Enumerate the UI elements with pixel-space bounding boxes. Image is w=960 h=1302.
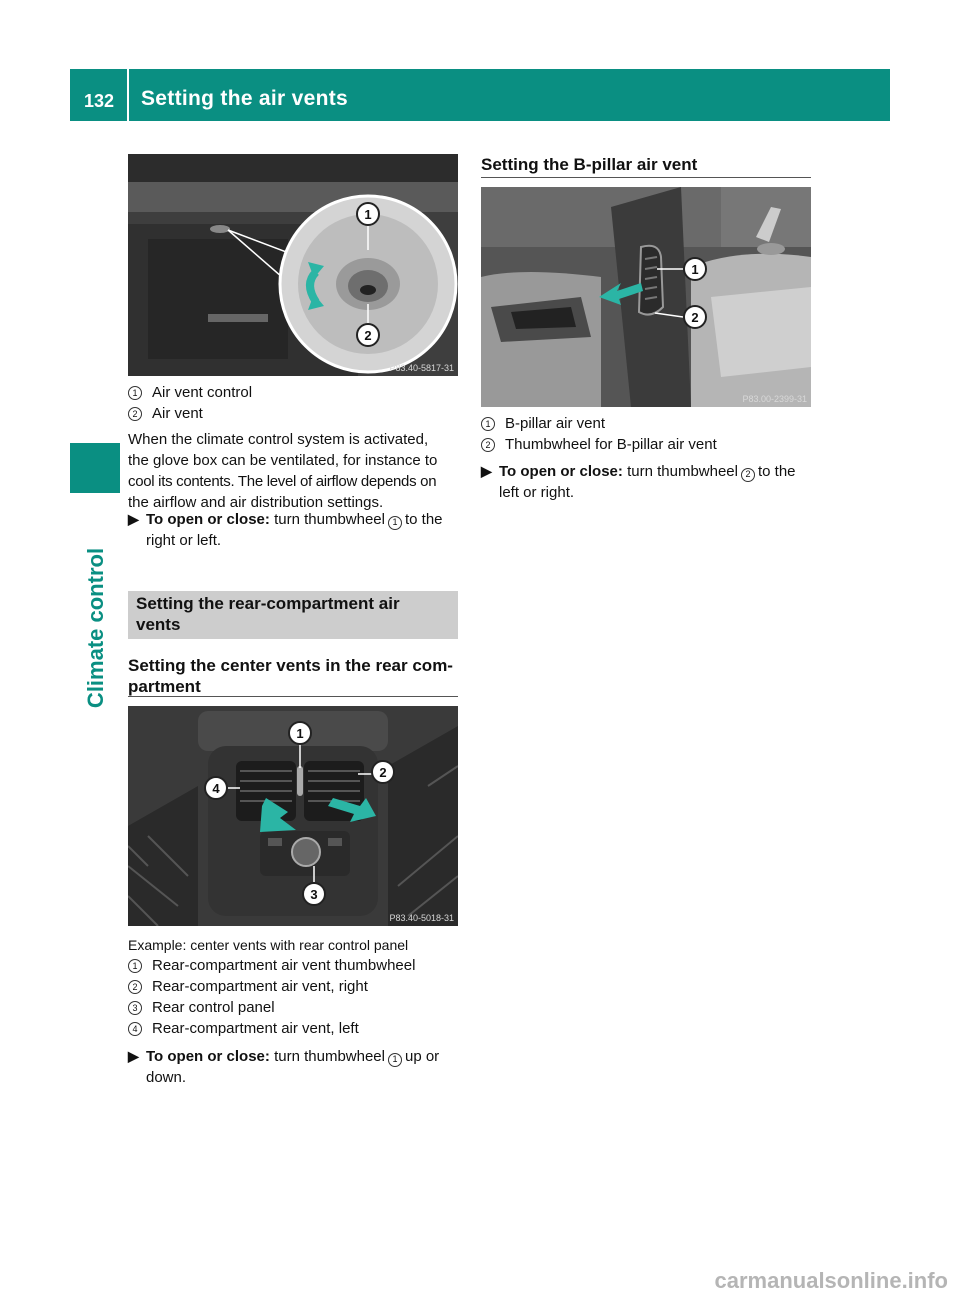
heading-rule <box>481 177 811 178</box>
instruction-text: left or right. <box>499 484 575 501</box>
instruction-text: down. <box>146 1069 187 1086</box>
legend-label: B-pillar air vent <box>505 415 606 432</box>
legend-number: 1 <box>128 959 142 973</box>
legend-label: Air vent <box>152 405 203 422</box>
legend-item <box>481 435 717 455</box>
instruction-text: up or <box>404 1048 440 1065</box>
chapter-label: Climate control <box>83 547 108 709</box>
legend-label: Air vent control <box>152 384 253 401</box>
legend-number: 2 <box>128 407 142 421</box>
instruction-text: right or left. <box>146 532 222 549</box>
paragraph-line: the airflow and air distribution settings. <box>128 494 384 511</box>
callout-2: 2 <box>691 310 699 325</box>
subsection-heading: Setting the B-pillar air vent <box>481 155 698 174</box>
callout-3: 3 <box>310 887 318 902</box>
instruction-step <box>128 509 476 551</box>
glovebox-vent-illustration <box>128 154 458 376</box>
subsection-heading-line: Setting the center vents in the rear com- <box>128 656 453 675</box>
figure-code: P83.00-2399-31 <box>742 394 807 404</box>
legend-number: 2 <box>128 980 142 994</box>
subsection-heading <box>128 655 463 697</box>
instruction-step <box>128 1046 476 1088</box>
instruction-label: To open or close: <box>146 511 270 528</box>
legend-label: Rear-compartment air vent, left <box>152 1020 359 1037</box>
step-arrow-icon: ▶ <box>128 511 139 527</box>
callout-4: 4 <box>212 781 220 796</box>
figure-code: P83.40-5018-31 <box>389 913 454 923</box>
legend-number: 1 <box>481 417 495 431</box>
rear-vents-illustration <box>128 706 458 926</box>
step-arrow-icon: ▶ <box>481 463 492 479</box>
section-heading-line: Setting the rear-compartment air <box>136 594 400 613</box>
instruction-text: turn thumbwheel <box>627 463 738 480</box>
legend-label: Rear control panel <box>152 999 275 1016</box>
legend-number: 2 <box>481 438 495 452</box>
legend-label: Thumbwheel for B-pillar air vent <box>505 436 717 453</box>
legend-item <box>481 414 605 434</box>
legend-item <box>128 383 252 403</box>
body-paragraph <box>128 429 463 513</box>
figure-b-pillar-vent <box>481 187 811 407</box>
instruction-label: To open or close: <box>146 1048 270 1065</box>
inline-callout: 2 <box>741 468 755 482</box>
instruction-text: to the <box>404 511 443 528</box>
legend-item <box>128 956 415 976</box>
callout-1: 1 <box>364 207 372 222</box>
instruction-step <box>481 461 834 503</box>
watermark: carmanualsonline.info <box>714 1268 948 1293</box>
subsection-heading-line: partment <box>128 677 201 696</box>
legend-number: 1 <box>128 386 142 400</box>
instruction-text: to the <box>757 463 796 480</box>
legend-label: Rear-compartment air vent thumbwheel <box>152 957 416 974</box>
instruction-text: turn thumbwheel <box>274 511 385 528</box>
page-number: 132 <box>84 91 115 111</box>
callout-2: 2 <box>379 765 387 780</box>
paragraph-line: cool its contents. The level of airflow depends on <box>128 473 437 490</box>
chapter-tab-marker <box>70 443 120 493</box>
inline-callout: 1 <box>388 516 402 530</box>
b-pillar-illustration <box>481 187 811 407</box>
callout-2: 2 <box>364 328 372 343</box>
instruction-text: turn thumbwheel <box>274 1048 385 1065</box>
section-heading <box>128 591 458 639</box>
paragraph-line: When the climate control system is activated, <box>128 431 429 448</box>
inline-callout: 1 <box>388 1053 402 1067</box>
header-divider <box>127 69 129 121</box>
callout-1: 1 <box>691 262 699 277</box>
figure-glovebox-vent <box>128 154 458 376</box>
legend-number: 3 <box>128 1001 142 1015</box>
callout-1: 1 <box>296 726 304 741</box>
figure-caption: Example: center vents with rear control panel <box>128 937 409 953</box>
legend-item <box>128 1019 359 1039</box>
instruction-label: To open or close: <box>499 463 623 480</box>
legend-item <box>128 977 368 997</box>
legend-label: Rear-compartment air vent, right <box>152 978 368 995</box>
step-arrow-icon: ▶ <box>128 1048 139 1064</box>
section-heading-line: vents <box>136 615 181 634</box>
legend-item <box>128 998 275 1018</box>
figure-code: P83.40-5817-31 <box>389 363 454 373</box>
paragraph-line: the glove box can be ventilated, for instance to <box>128 452 438 469</box>
figure-rear-center-vents <box>128 706 458 926</box>
legend-number: 4 <box>128 1022 142 1036</box>
page-header <box>70 69 890 121</box>
heading-rule <box>128 696 458 697</box>
page-title: Setting the air vents <box>141 87 349 110</box>
legend-item <box>128 404 203 424</box>
